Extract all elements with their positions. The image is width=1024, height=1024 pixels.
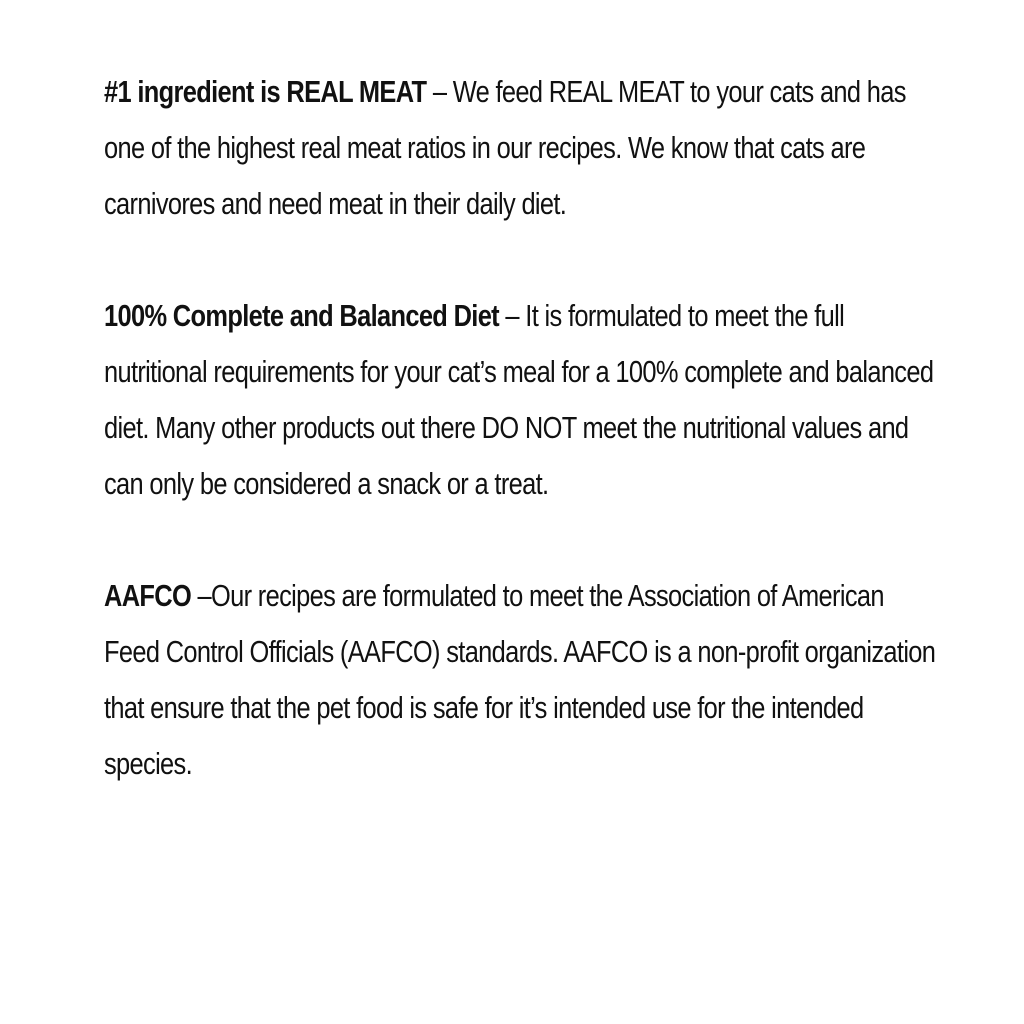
paragraph-heading: #1 ingredient is REAL MEAT	[104, 74, 427, 109]
paragraph-aafco	[104, 568, 940, 792]
paragraph-body: – It is formulated to meet the full nutritional requirements for your cat’s meal for a 100% complete and balanced diet. Many other products out there DO NOT meet the nutritional values and can only be considered a snack or a treat.	[104, 298, 934, 501]
paragraph-heading: AAFCO	[104, 578, 192, 613]
paragraph-body: –Our recipes are formulated to meet the Association of American Feed Control Officials (AAFCO) standards. AAFCO is a non-profit organization that ensure that the pet food is safe for it’s intended use for the intended species.	[104, 578, 936, 781]
paragraph-real-meat	[104, 64, 940, 232]
paragraph-heading: 100% Complete and Balanced Diet	[104, 298, 499, 333]
paragraph-body: – We feed REAL MEAT to your cats and has one of the highest real meat ratios in our recipes. We know that cats are carnivores and need meat in their daily diet.	[104, 74, 906, 221]
paragraph-complete-diet	[104, 288, 940, 512]
